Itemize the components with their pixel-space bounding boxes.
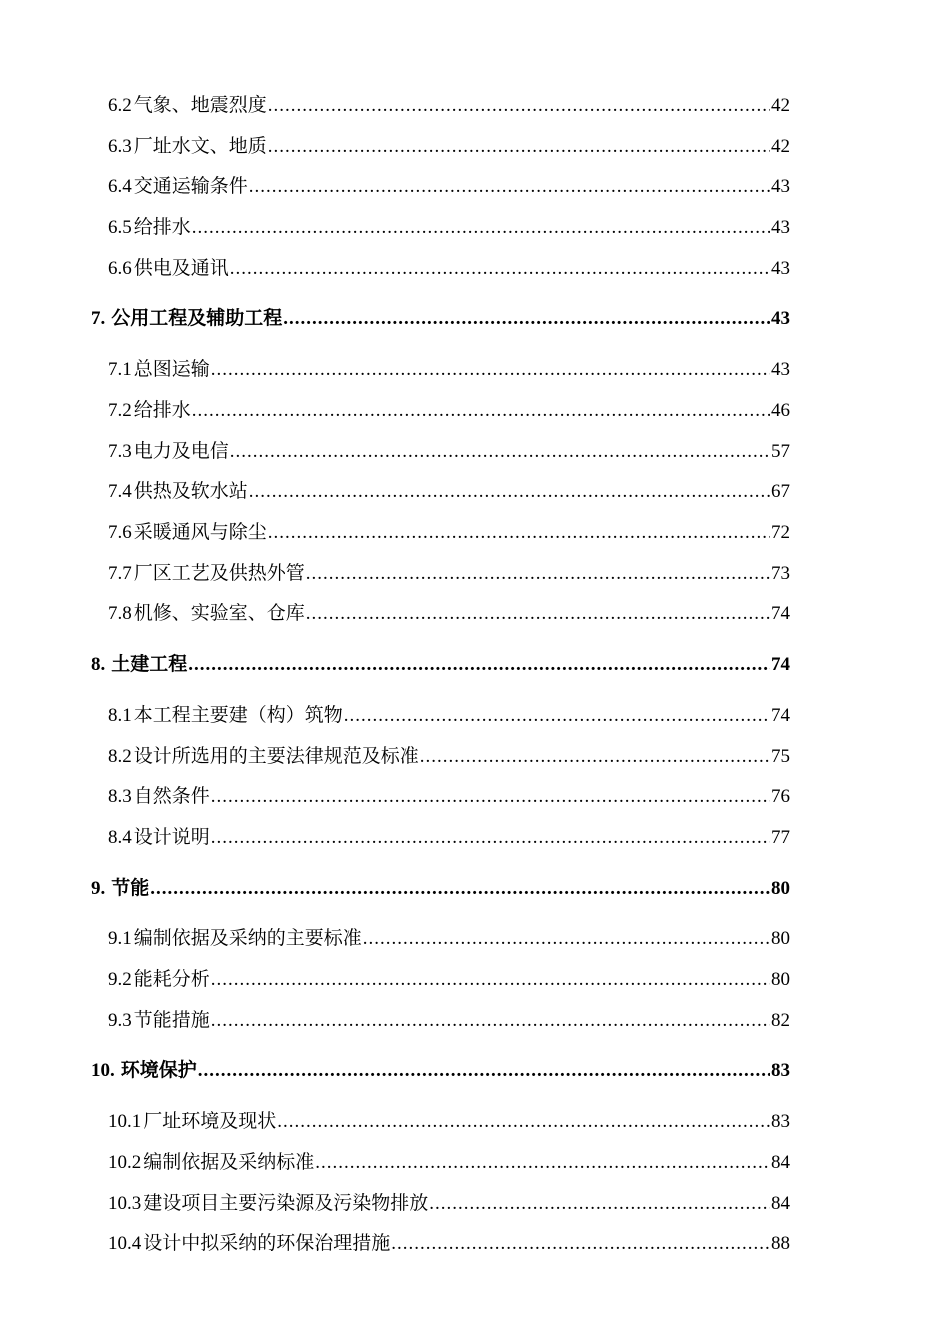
toc-dot-leader [420,744,770,770]
toc-entry-number: 8.2 [108,746,132,767]
toc-dot-leader [268,93,770,119]
toc-entry-title: 交通运输条件 [133,175,248,197]
toc-page-number: 77 [771,827,790,848]
toc-entry-title: 设计所选用的主要法律规范及标准 [133,745,419,767]
toc-dot-leader [211,357,770,383]
toc-page-number: 76 [771,786,790,807]
toc-entry-number: 8.4 [108,827,132,848]
toc-section-entry[interactable] [108,966,790,992]
toc-page-number: 80 [771,969,790,990]
toc-dot-leader [306,601,770,627]
toc-entry-title: 公用工程及辅助工程 [111,307,283,329]
toc-page-number: 80 [771,878,790,899]
toc-entry-title: 设计中拟采纳的环保治理措施 [143,1232,391,1254]
toc-entry-title: 供电及通讯 [133,257,229,279]
toc-dot-leader [391,1231,770,1257]
toc-dot-leader [188,652,770,678]
toc-entry-number: 7.8 [108,603,132,624]
toc-chapter-entry[interactable] [91,305,790,331]
toc-entry-number: 10.2 [108,1152,142,1173]
toc-entry-title: 厂址环境及现状 [143,1110,277,1132]
toc-section-entry[interactable] [108,925,790,951]
toc-dot-leader [211,825,770,851]
toc-entry-title: 本工程主要建（构）筑物 [133,704,343,726]
toc-page-number: 74 [771,603,790,624]
toc-entry-number: 8.3 [108,786,132,807]
toc-page-number: 83 [771,1111,790,1132]
toc-section-entry[interactable] [108,1108,790,1134]
toc-entry-title: 土建工程 [111,653,188,675]
toc-entry-number: 7.6 [108,522,132,543]
toc-page-number: 72 [771,522,790,543]
toc-entry-title: 节能措施 [133,1009,210,1031]
toc-page-number: 42 [771,136,790,157]
toc-entry-number: 6.2 [108,95,132,116]
toc-entry-number: 7.4 [108,481,132,502]
toc-section-entry[interactable] [108,702,790,728]
toc-entry-title: 建设项目主要污染源及污染物排放 [143,1192,429,1214]
toc-entry-number: 7. [91,308,106,329]
toc-section-entry[interactable] [108,783,790,809]
toc-page-number: 42 [771,95,790,116]
toc-entry-number: 9.2 [108,969,132,990]
toc-entry-title: 采暖通风与除尘 [133,521,267,543]
toc-entry-number: 8. [91,654,106,675]
toc-section-entry[interactable] [108,173,790,199]
toc-entry-number: 9.1 [108,928,132,949]
toc-dot-leader [315,1150,770,1176]
toc-chapter-entry[interactable] [91,1057,790,1083]
toc-entry-number: 6.3 [108,136,132,157]
toc-entry-number: 7.3 [108,441,132,462]
toc-entry-title: 厂址水文、地质 [133,135,267,157]
toc-entry-number: 7.7 [108,563,132,584]
toc-page-number: 74 [771,705,790,726]
toc-entry-number: 9. [91,878,106,899]
toc-entry-number: 7.1 [108,359,132,380]
toc-page-number: 43 [771,258,790,279]
toc-dot-leader [344,703,770,729]
toc-entry-number: 6.6 [108,258,132,279]
toc-page-number: 74 [771,654,790,675]
toc-section-entry[interactable] [108,397,790,423]
toc-page-number: 67 [771,481,790,502]
toc-page-number: 73 [771,563,790,584]
toc-page-number: 83 [771,1060,790,1081]
toc-dot-leader [268,134,770,160]
toc-page-number: 84 [771,1152,790,1173]
toc-dot-leader [211,1008,770,1034]
toc-entry-title: 设计说明 [133,826,210,848]
toc-section-entry[interactable] [108,1230,790,1256]
toc-dot-leader [192,215,770,241]
toc-page-number: 80 [771,928,790,949]
toc-dot-leader [211,967,770,993]
toc-entry-title: 给排水 [133,216,191,238]
toc-entry-number: 10.4 [108,1233,142,1254]
toc-dot-leader [249,174,770,200]
toc-entry-title: 供热及软水站 [133,480,248,502]
toc-page-number: 43 [771,359,790,380]
toc-entry-number: 10. [91,1060,115,1081]
toc-page-number: 43 [771,217,790,238]
toc-entry-title: 给排水 [133,399,191,421]
toc-dot-leader [150,876,770,902]
toc-entry-title: 自然条件 [133,785,210,807]
toc-entry-number: 10.3 [108,1193,142,1214]
toc-section-entry[interactable] [108,356,790,382]
toc-dot-leader [268,520,770,546]
toc-section-entry[interactable] [108,133,790,159]
toc-section-entry[interactable] [108,478,790,504]
toc-dot-leader [277,1109,770,1135]
toc-section-entry[interactable] [108,743,790,769]
toc-dot-leader [429,1191,770,1217]
toc-chapter-entry[interactable] [91,651,790,677]
toc-section-entry[interactable] [108,824,790,850]
toc-entry-number: 10.1 [108,1111,142,1132]
toc-entry-title: 气象、地震烈度 [133,94,267,116]
toc-page-number: 84 [771,1193,790,1214]
toc-entry-title: 编制依据及采纳的主要标准 [133,927,362,949]
toc-entry-title: 电力及电信 [133,440,229,462]
toc-section-entry[interactable] [108,1190,790,1216]
toc-section-entry[interactable] [108,438,790,464]
toc-entry-number: 8.1 [108,705,132,726]
toc-dot-leader [198,1058,770,1084]
toc-entry-title: 总图运输 [133,358,210,380]
toc-page-number: 82 [771,1010,790,1031]
toc-dot-leader [230,256,770,282]
toc-dot-leader [249,479,770,505]
toc-entry-title: 机修、实验室、仓库 [133,602,305,624]
toc-entry-number: 6.4 [108,176,132,197]
toc-page-number: 43 [771,176,790,197]
toc-entry-number: 7.2 [108,400,132,421]
toc-entry-title: 节能 [111,877,150,899]
toc-dot-leader [230,439,770,465]
toc-page-number: 75 [771,746,790,767]
toc-section-entry[interactable] [108,214,790,240]
toc-entry-title: 环境保护 [120,1059,197,1081]
toc-page-number: 88 [771,1233,790,1254]
toc-section-entry[interactable] [108,1149,790,1175]
toc-page-number: 46 [771,400,790,421]
toc-dot-leader [283,306,770,332]
toc-section-entry[interactable] [108,1007,790,1033]
toc-dot-leader [306,561,770,587]
toc-entry-title: 能耗分析 [133,968,210,990]
toc-section-entry[interactable] [108,92,790,118]
toc-dot-leader [363,926,770,952]
toc-page-number: 43 [771,308,790,329]
toc-entry-number: 6.5 [108,217,132,238]
toc-dot-leader [211,784,770,810]
toc-entry-title: 编制依据及采纳标准 [143,1151,315,1173]
toc-section-entry[interactable] [108,519,790,545]
toc-dot-leader [192,398,770,424]
toc-section-entry[interactable] [108,255,790,281]
toc-entry-number: 9.3 [108,1010,132,1031]
toc-chapter-entry[interactable] [91,875,790,901]
toc-entry-title: 厂区工艺及供热外管 [133,562,305,584]
toc-page-number: 57 [771,441,790,462]
toc-section-entry[interactable] [108,560,790,586]
toc-section-entry[interactable] [108,600,790,626]
